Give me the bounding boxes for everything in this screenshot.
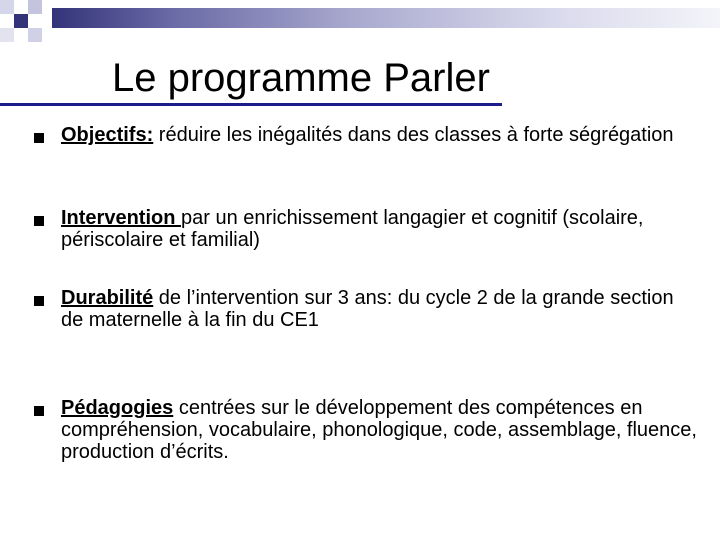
decor-square [14, 14, 28, 28]
decor-square [14, 0, 28, 14]
bullet-body: centrées sur le développement des compétences en compréhension, vocabulaire, phonologique, code, assemblage, fluence, production d’écrits. [61, 397, 697, 463]
header-gradient-bar [52, 8, 720, 28]
decor-square [0, 28, 14, 42]
decor-square [28, 0, 42, 14]
square-bullet-icon [34, 406, 44, 416]
decor-square [0, 14, 14, 28]
bullet-body: de l’intervention sur 3 ans: du cycle 2 de la grande section de maternelle à la fin du CE1 [61, 287, 674, 331]
bullet-body: réduire les inégalités dans des classes à forte ségrégation [153, 124, 674, 146]
decor-square [14, 28, 28, 42]
bullet-body: par un enrichissement langagier et cognitif (scolaire, périscolaire et familial) [61, 207, 644, 251]
title-underline [0, 103, 502, 106]
square-bullet-icon [34, 296, 44, 306]
bullet-text [61, 397, 701, 463]
bullet-text [61, 207, 701, 251]
slide-title: Le programme Parler [112, 56, 490, 100]
bullet-term: Pédagogies [61, 397, 174, 419]
decor-square [0, 0, 14, 14]
bullet-term: Intervention [61, 207, 182, 229]
decor-square [28, 28, 42, 42]
bullet-term: Objectifs: [61, 124, 154, 146]
square-bullet-icon [34, 216, 44, 226]
bullet-term: Durabilité [61, 287, 154, 309]
bullet-text [61, 124, 701, 146]
bullet-text [61, 287, 701, 331]
square-bullet-icon [34, 133, 44, 143]
decor-square [28, 14, 42, 28]
